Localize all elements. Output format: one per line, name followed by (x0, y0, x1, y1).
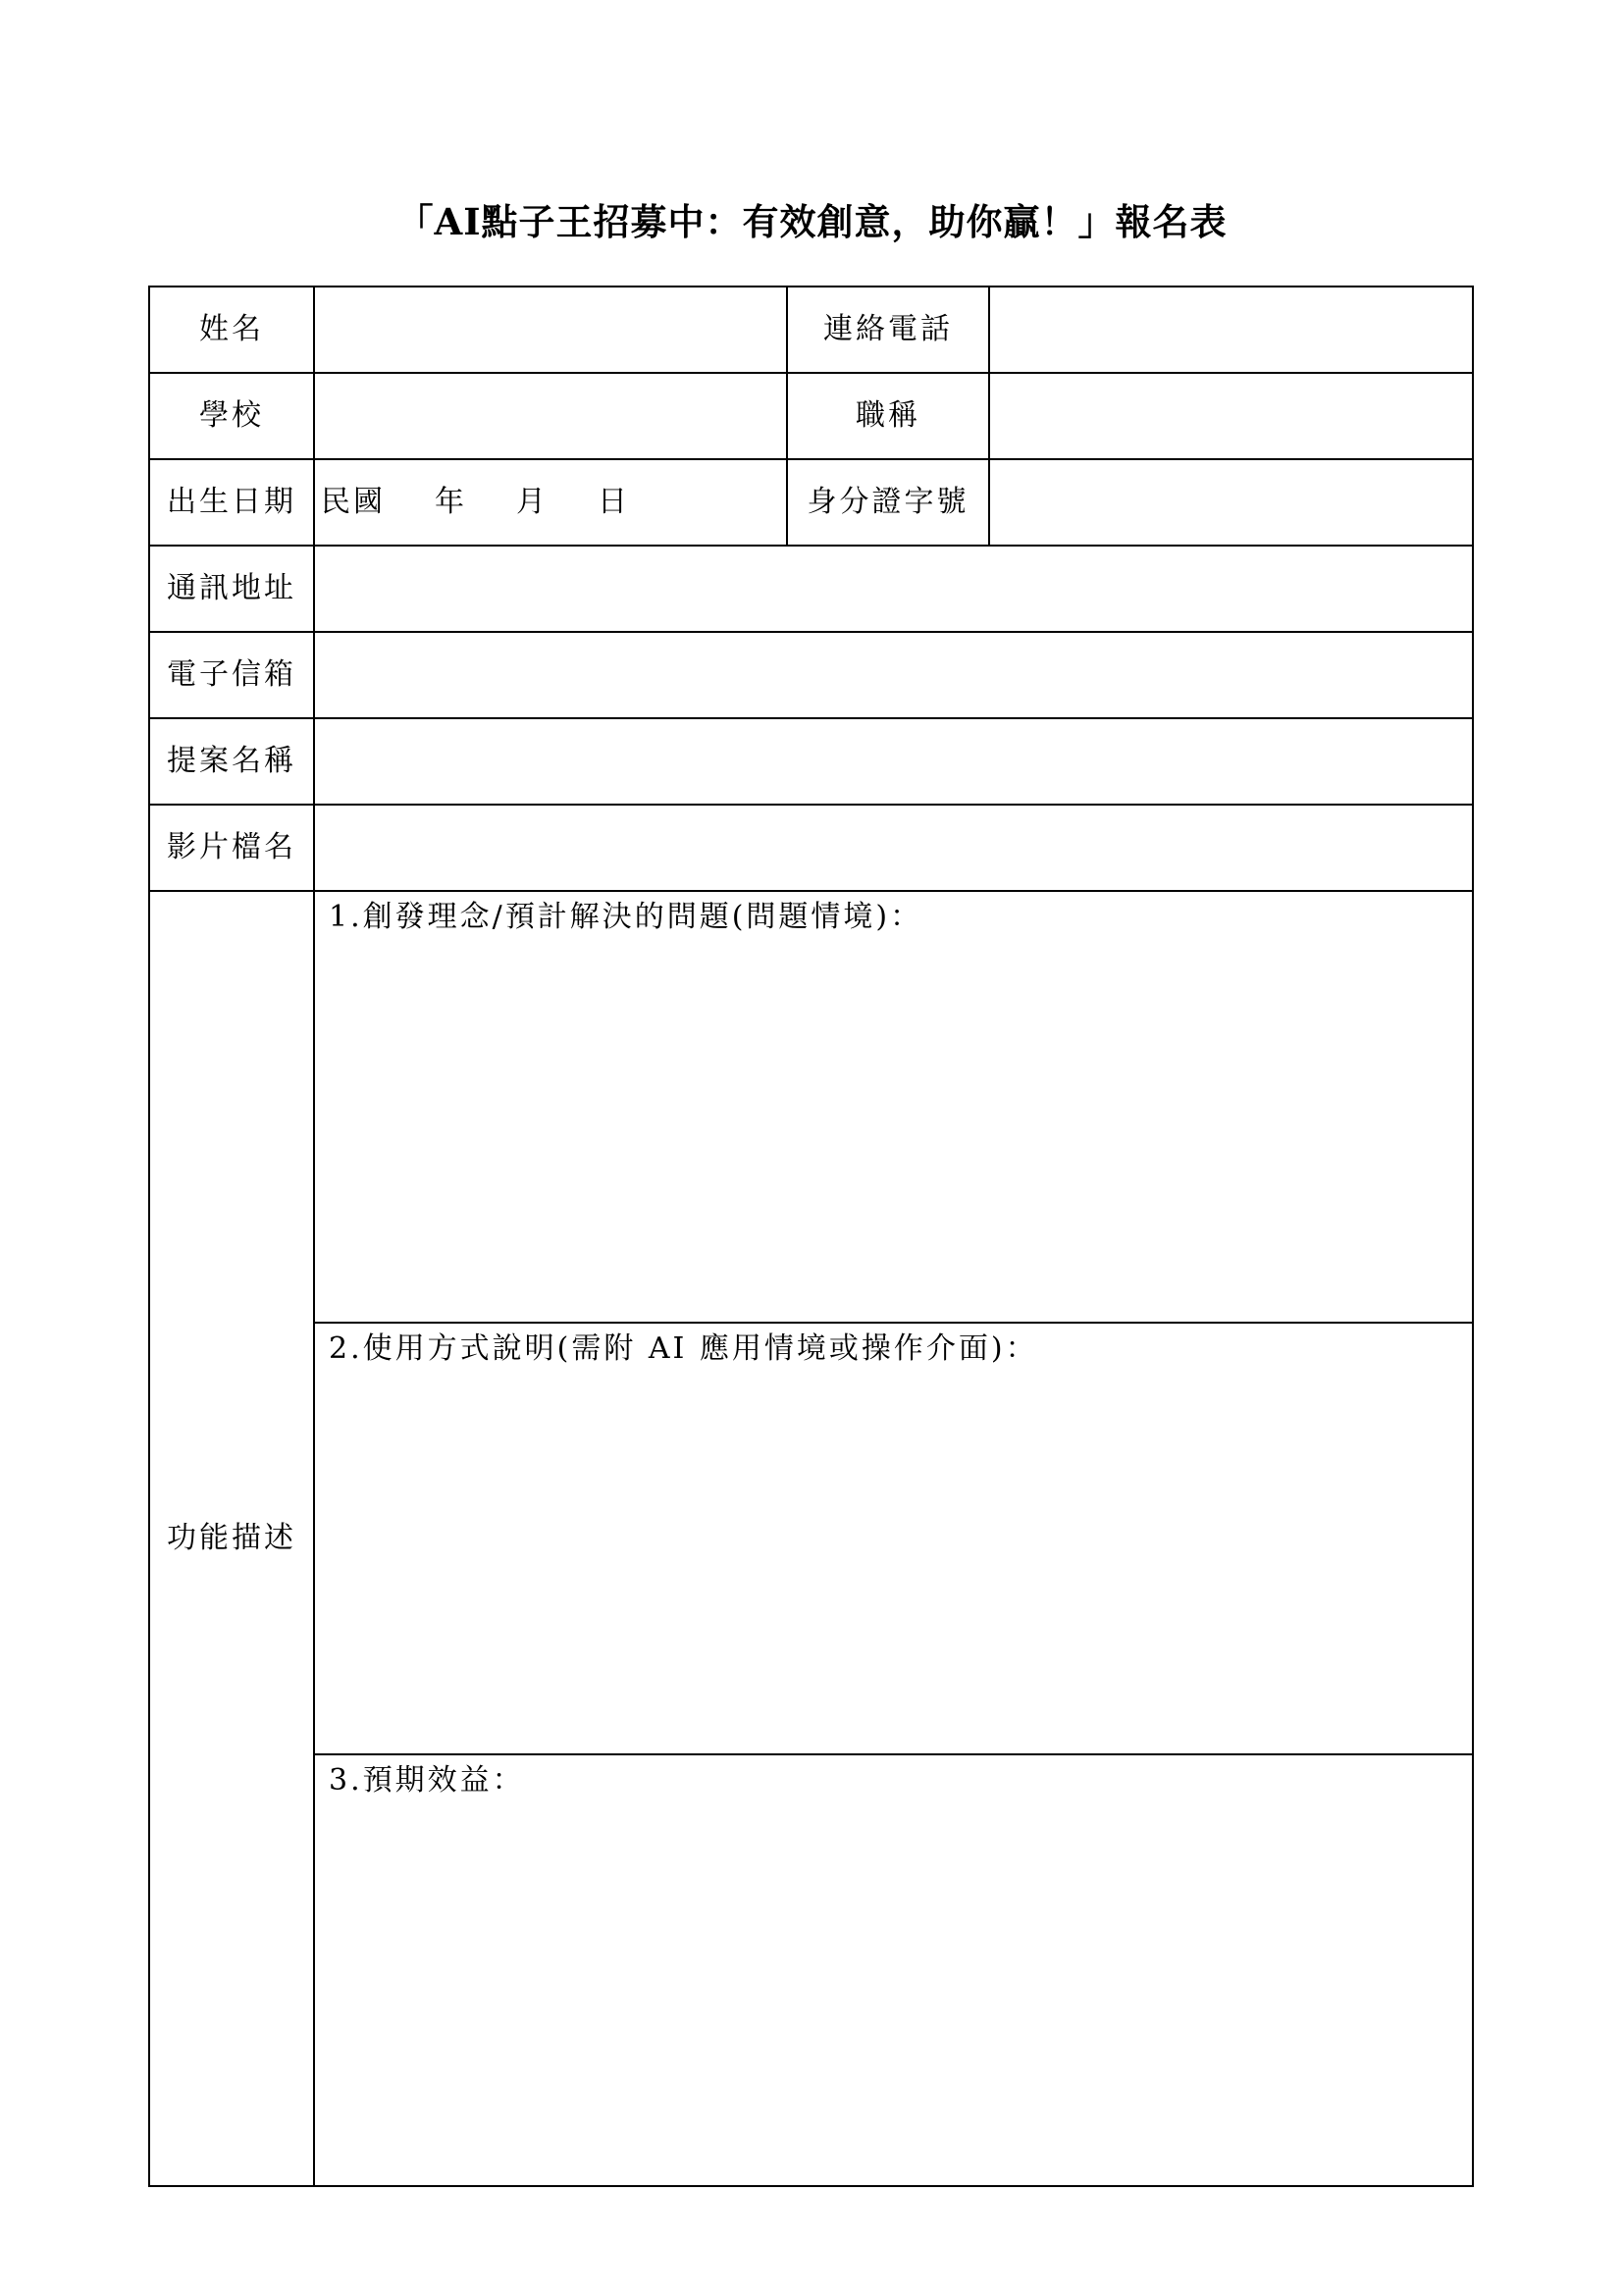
phone-label: 連絡電話 (787, 287, 989, 373)
birthdate-month: 月 (516, 485, 549, 519)
phone-field[interactable] (989, 287, 1473, 373)
description-section-benefits[interactable]: 3.預期效益： (314, 1754, 1473, 2186)
row-address (149, 546, 1473, 632)
name-field[interactable] (314, 287, 787, 373)
birthdate-era: 民國 (321, 485, 386, 519)
form-title: 「AI點子王招募中：有效創意，助你贏！」報名表 (396, 200, 1228, 243)
video-filename-field[interactable] (314, 805, 1473, 891)
description-section-concept[interactable]: 1.創發理念/預計解決的問題(問題情境)： (314, 891, 1473, 1323)
birthdate-day: 日 (598, 485, 630, 519)
video-filename-label: 影片檔名 (149, 805, 314, 891)
description-label: 功能描述 (149, 891, 314, 2186)
school-label: 學校 (149, 373, 314, 459)
school-field[interactable] (314, 373, 787, 459)
row-proposal-name (149, 718, 1473, 805)
birthdate-label: 出生日期 (149, 459, 314, 546)
row-birthdate-id (149, 459, 1473, 546)
row-video-filename (149, 805, 1473, 891)
description-section-usage[interactable]: 2.使用方式說明(需附 AI 應用情境或操作介面)： (314, 1323, 1473, 1754)
row-email (149, 632, 1473, 718)
birthdate-year: 年 (435, 485, 467, 519)
name-label: 姓名 (149, 287, 314, 373)
proposal-name-field[interactable] (314, 718, 1473, 805)
row-school-title (149, 373, 1473, 459)
job-title-label: 職稱 (787, 373, 989, 459)
registration-form-table (148, 286, 1474, 2187)
address-field[interactable] (314, 546, 1473, 632)
id-number-field[interactable] (989, 459, 1473, 546)
email-label: 電子信箱 (149, 632, 314, 718)
id-number-label: 身分證字號 (787, 459, 989, 546)
row-description-2 (149, 1323, 1473, 1754)
email-field[interactable] (314, 632, 1473, 718)
row-description-3 (149, 1754, 1473, 2186)
job-title-field[interactable] (989, 373, 1473, 459)
birthdate-field[interactable] (314, 459, 787, 546)
address-label: 通訊地址 (149, 546, 314, 632)
row-description-1 (149, 891, 1473, 1323)
proposal-name-label: 提案名稱 (149, 718, 314, 805)
row-name-phone (149, 287, 1473, 373)
